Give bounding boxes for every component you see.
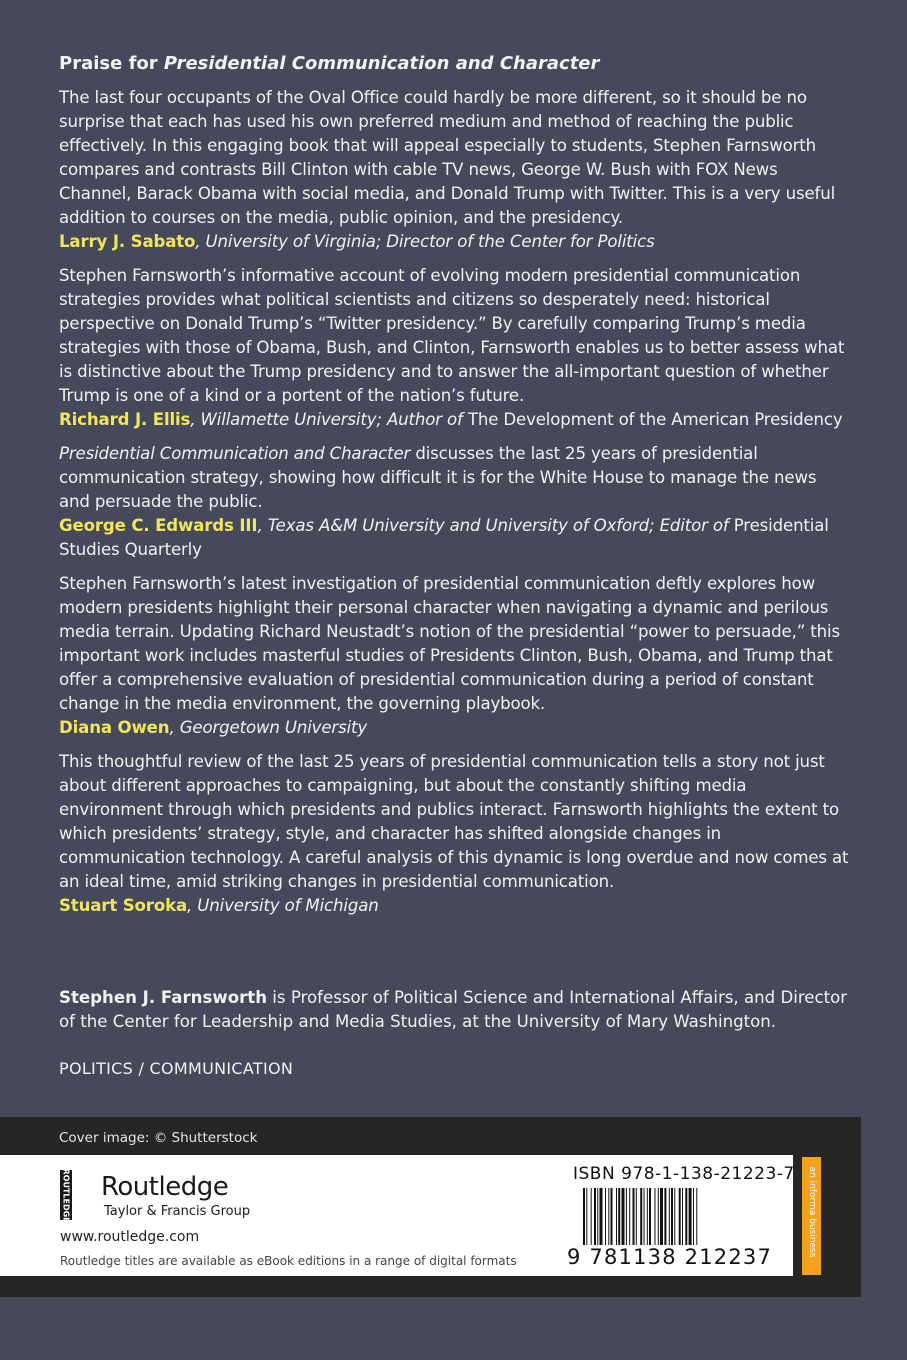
barcode-bar [605, 1188, 606, 1250]
barcode-bar [669, 1188, 670, 1250]
reviewer-name: Diana Owen [59, 718, 170, 737]
barcode-bar [689, 1188, 692, 1250]
barcode-bar [586, 1188, 587, 1250]
barcode-bar [660, 1188, 663, 1250]
review-attribution [59, 408, 849, 432]
review-text-body: discusses the last 25 years of presidential communication strategy, showing how difficult it is for the White House to manage the news and persuade the public. [59, 444, 817, 511]
review-book-title: Presidential Communication and Character [59, 444, 411, 463]
routledge-logo-icon [60, 1168, 72, 1223]
barcode-bar [658, 1188, 659, 1250]
praise-heading-title: Presidential Communication and Character [163, 53, 600, 74]
informa-tag [802, 1157, 821, 1275]
praise-heading [59, 52, 849, 76]
review-text [59, 442, 849, 514]
barcode-bar [693, 1188, 694, 1250]
praise-heading-prefix: Praise for [59, 53, 164, 74]
reviewer-name: Stuart Soroka [59, 896, 188, 915]
reviewer-affiliation: , Georgetown University [169, 718, 368, 737]
review-sabato [59, 86, 849, 254]
barcode-bar [674, 1188, 675, 1250]
praise-section [59, 52, 849, 928]
barcode-bar [616, 1188, 617, 1250]
barcode-bar [597, 1188, 598, 1250]
review-text: The last four occupants of the Oval Office could hardly be more different, so it should be no surprise that each has used his own preferred medium and method of reaching the public effectively. In this engaging book that will appeal especially to students, Stephen Farnsworth compares and contrasts Bill Clinton with cable TV news, George W. Bush with FOX News Channel, Barack Obama with social media, and Donald Trump with Twitter. This is a very useful addition to courses on the media, public opinion, and the presidency. [59, 88, 836, 227]
review-edwards [59, 442, 849, 562]
subject-category: POLITICS / COMMUNICATION [59, 1059, 294, 1078]
reviewer-book: The Development of the American Presidency [467, 410, 843, 429]
author-name: Stephen J. Farnsworth [59, 988, 268, 1007]
barcode-bar [622, 1188, 625, 1250]
barcode-bar [611, 1188, 613, 1250]
publisher-brand: Routledge [101, 1172, 229, 1202]
barcode-bar [629, 1188, 630, 1250]
informa-tag-text: an informa business [807, 1166, 817, 1258]
review-soroka [59, 750, 849, 918]
barcode-bar [679, 1188, 681, 1250]
review-owen [59, 572, 849, 740]
barcode-bar [644, 1188, 645, 1250]
barcode-bar [583, 1188, 585, 1250]
reviewer-affiliation: , Willamette University; Author of [190, 410, 468, 429]
barcode-bar [636, 1188, 637, 1250]
barcode-bar [685, 1188, 687, 1250]
barcode-bar [608, 1188, 609, 1250]
reviewer-name: Larry J. Sabato [59, 232, 196, 251]
author-bio-text: is Professor of Political Science and International Affairs, and Director of the Center for Leadership and Media Studies, at the University of Mary Washington. [59, 988, 848, 1031]
publisher-website[interactable]: www.routledge.com [60, 1229, 200, 1245]
barcode-bar [671, 1188, 673, 1250]
review-attribution [59, 894, 849, 918]
reviewer-book: Presidential Studies Quarterly [59, 516, 829, 559]
barcode-bar [647, 1188, 648, 1250]
cover-credit: Cover image: © Shutterstock [59, 1130, 258, 1146]
barcode-bar [696, 1188, 697, 1250]
review-text: Stephen Farnsworth’s latest investigation of presidential communication deftly explores how modern presidents highlight their personal character when navigating a dynamic and perilous media terrain. Updating Richard Neustadt’s notion of the presidential “power to persuade,” this important work includes masterful studies of Presidents Clinton, Bush, Obama, and Trump that offer a comprehensive evaluation of presidential communication during a period of constant change in the media environment, the governing playbook. [59, 574, 840, 713]
author-bio [59, 986, 859, 1034]
review-ellis [59, 264, 849, 432]
barcode-bar [649, 1188, 651, 1250]
reviewer-affiliation: , Texas A&M University and University of Oxford; Editor of [257, 516, 734, 535]
barcode-bar [626, 1188, 627, 1250]
review-attribution [59, 230, 849, 254]
barcode-bar [664, 1188, 666, 1250]
barcode-bar [600, 1188, 603, 1250]
isbn-label: ISBN 978-1-138-21223-7 [573, 1164, 795, 1184]
barcode-bar [655, 1188, 656, 1250]
barcode-bar [640, 1188, 642, 1250]
reviewer-name: Richard J. Ellis [59, 410, 191, 429]
logo-mark-text: ROUTLEDGE [61, 1168, 71, 1223]
barcode-bar [591, 1188, 592, 1250]
ebook-note: Routledge titles are available as eBook editions in a range of digital formats [60, 1254, 517, 1268]
barcode-number: 9 781138 212237 [567, 1245, 773, 1269]
barcode-bar [682, 1188, 683, 1250]
review-attribution [59, 716, 849, 740]
reviewer-affiliation: , University of Virginia; Director of the Center for Politics [195, 232, 655, 251]
reviewer-affiliation: , University of Michigan [187, 896, 379, 915]
review-text: This thoughtful review of the last 25 years of presidential communication tells a story not just about different approaches to campaigning, but about the constantly shifting media environment through which presidents and publics interact. Farnsworth highlights the extent to which presidents’ strategy, style, and character has shifted alongside changes in communication technology. A careful analysis of this dynamic is long overdue and now comes at an ideal time, amid striking changes in presidential communication. [59, 752, 849, 891]
barcode-bar [594, 1188, 596, 1250]
review-text: Stephen Farnsworth’s informative account of evolving modern presidential communication strategies provides what political scientists and citizens so desperately need: historical perspective on Donald Trump’s “Twitter presidency.” By carefully comparing Trump’s media strategies with those of Obama, Bush, and Clinton, Farnsworth enables us to better assess what is distinctive about the Trump presidency and to answer the all-important question of whether Trump is one of a kind or a portent of the nation’s future. [59, 266, 845, 405]
reviewer-name: George C. Edwards III [59, 516, 258, 535]
barcode-icon [583, 1188, 763, 1250]
review-attribution [59, 514, 849, 562]
barcode-bar [618, 1188, 620, 1250]
publisher-group: Taylor & Francis Group [104, 1204, 251, 1219]
barcode-bar [633, 1188, 635, 1250]
